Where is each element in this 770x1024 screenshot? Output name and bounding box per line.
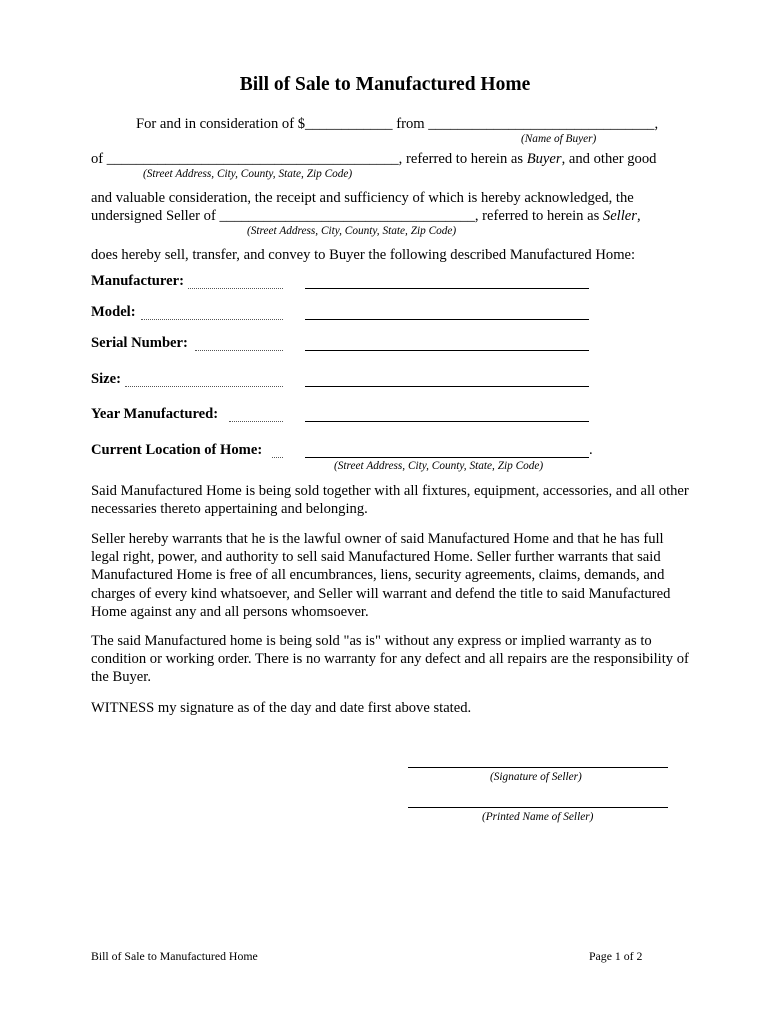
manufacturer-field[interactable] [305, 288, 589, 289]
of-line-end: , and other good [561, 151, 657, 167]
as-is-paragraph: The said Manufactured home is being sold "as is" without any express or implied warranty as to condition or working order. There is no warranty for any defect and all repairs are the responsibility of the Buyer. [91, 633, 689, 686]
seller-line-text: undersigned Seller of ___________________________________, referred to herein as [91, 208, 603, 224]
footer-title: Bill of Sale to Manufactured Home [91, 949, 258, 963]
buyer-address-caption: (Street Address, City, County, State, Zip Code) [143, 168, 353, 180]
model-label: Model: [91, 304, 136, 320]
current-location-label: Current Location of Home: [91, 442, 263, 458]
serial-number-field[interactable] [305, 350, 589, 351]
printed-name-caption: (Printed Name of Seller) [482, 811, 594, 823]
serial-number-label: Serial Number: [91, 335, 188, 351]
year-manufactured-label: Year Manufactured: [91, 406, 219, 422]
seller-address-caption: (Street Address, City, County, State, Zip Code) [247, 225, 457, 237]
serial-number-leader [195, 350, 283, 351]
seller-line-end: , [636, 208, 641, 224]
current-location-leader [272, 457, 283, 458]
signature-line[interactable] [408, 767, 668, 768]
location-period: . [589, 442, 593, 458]
location-caption: (Street Address, City, County, State, Zip Code) [334, 460, 544, 472]
size-field[interactable] [305, 386, 589, 387]
model-leader [141, 319, 283, 320]
fixtures-paragraph: Said Manufactured Home is being sold together with all fixtures, equipment, accessories, and all other necessaries thereto appertaining and belonging. [91, 483, 689, 518]
consideration-line: For and in consideration of $____________ from _______________________________, [136, 116, 659, 132]
size-label: Size: [91, 371, 121, 387]
model-field[interactable] [305, 319, 589, 320]
signature-caption: (Signature of Seller) [490, 771, 582, 783]
manufacturer-leader [188, 288, 283, 289]
seller-term: Seller [602, 208, 637, 224]
current-location-field[interactable] [305, 457, 589, 458]
manufacturer-label: Manufacturer: [91, 273, 184, 289]
valuable-consideration-line: and valuable consideration, the receipt and sufficiency of which is hereby acknowledged, the [91, 190, 634, 206]
buyer-term: Buyer [526, 151, 562, 167]
name-of-buyer-caption: (Name of Buyer) [521, 133, 597, 145]
buyer-address-line [91, 151, 656, 168]
year-manufactured-field[interactable] [305, 421, 589, 422]
document-title: Bill of Sale to Manufactured Home [239, 74, 531, 95]
witness-paragraph: WITNESS my signature as of the day and date first above stated. [91, 700, 472, 716]
size-leader [125, 386, 283, 387]
of-line-text: of ________________________________________, referred to herein as [91, 151, 527, 167]
warranty-paragraph: Seller hereby warrants that he is the lawful owner of said Manufactured Home and that he has full legal right, power, and authority to sell said Manufactured Home. Seller further warrants that said Manufactured Home is free of all encumbrances, liens, security agreements, claims, demands, and charges of every kind whatsoever, and Seller will warrant and defend the title to said Manufactured Home against any and all persons whomsoever. [91, 531, 671, 620]
convey-line: does hereby sell, transfer, and convey to Buyer the following described Manufactured Home: [91, 247, 636, 263]
printed-name-line[interactable] [408, 807, 668, 808]
year-manufactured-leader [229, 421, 283, 422]
seller-address-line [91, 208, 641, 225]
page-number: Page 1 of 2 [589, 949, 643, 963]
